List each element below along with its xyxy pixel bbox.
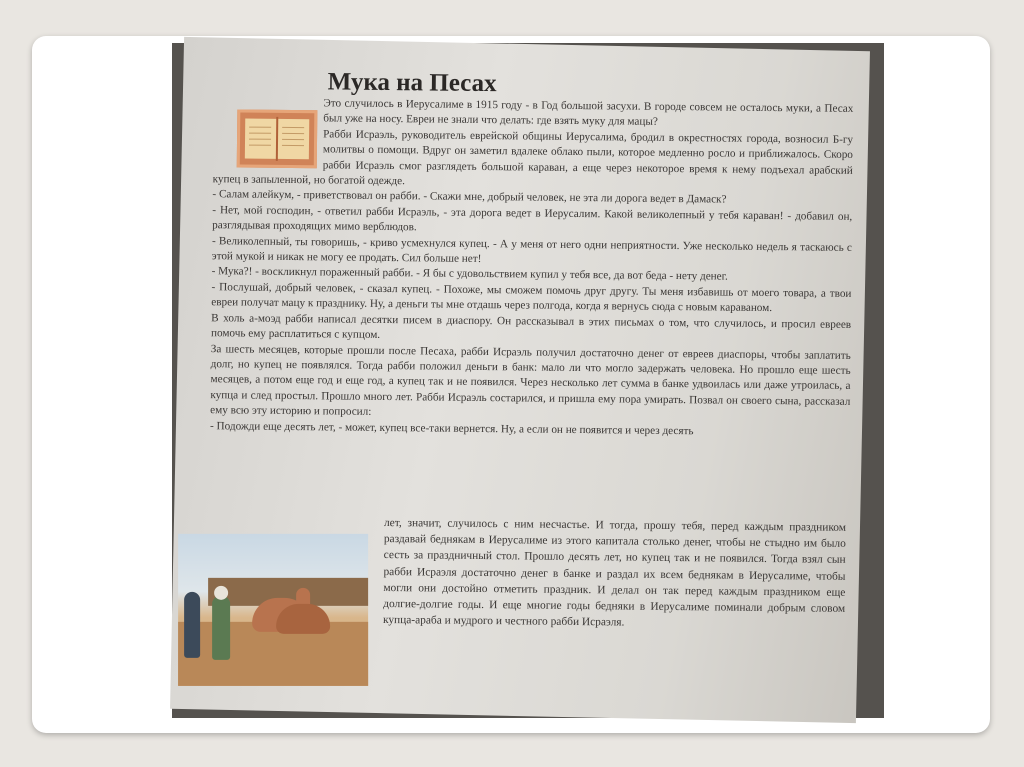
- book-page-photo: [170, 37, 870, 723]
- closing-paragraph: лет, значит, случилось с ним несчастье. И тогда, прошу тебя, перед каждым праздником раздавай беднякам в Иерусалиме из этого капитала столько денег, чтобы не стыдно им было сесть за праздничный стол. Прошло десять лет, но купец так и не появился. Тогда взял сын рабби Исраэля достаточно денег в банке и раздал их всем беднякам в Иерусалиме, чтобы могли они достойно отметить праздник. И делал он так перед каждым праздником еще долгие-долгие годы. И еще многие годы бедняки в Иерусалиме поминали добрым словом купца-араба и мудрого и честного рабби Исраэля.: [382, 517, 847, 629]
- paragraph-3: - Салам алейкум, - приветствовал он рабби. - Скажи мне, добрый человек, не эта ли дорога ведет в Дамаск?: [212, 188, 727, 207]
- paragraph-10: - Подожди еще десять лет, - может, купец все-таки вернется. Ну, а если он не появится и через десять: [209, 419, 694, 437]
- paragraph-6: - Мука?! - воскликнул пораженный рабби. - Я бы с удовольствием купил у тебя все, да вот беда - нету денег.: [211, 265, 728, 284]
- paragraph-9: За шесть месяцев, которые прошли после Песаха, рабби Исраэль получил достаточно денег от евреев диаспоры, чтобы заплатить долг, но купец не появлялся. Тогда рабби положил деньги в банк: мало ли что могло задержать человека. Но прошло еще шесть месяцев, а потом еще год и еще год, а купец так и не появился. Через несколько лет сумма в банке удвоилась или даже утроилась, а купца и след простыл. Прошло много лет. Рабби Исраэль состарился, и пришла ему пора умирать. Позвал он своего сына, рассказал ему всю эту историю и попросил:: [210, 342, 851, 418]
- paragraph-5: - Великолепный, ты говоришь, - криво усмехнулся купец. - А у меня от него одни неприятности. Уже несколько недель я таскаюсь с этой мукой и никак не могу ее продать. Сил больше нет!: [211, 234, 853, 266]
- person-shape: [214, 586, 228, 600]
- article: [177, 37, 870, 716]
- paragraph-1: Это случилось в Иерусалиме в 1915 году - в Год большой засухи. В городе совсем не осталось муки, а Песах был уже на носу. Евреи не знали что делать: где взять муку для мацы?: [323, 97, 854, 129]
- paragraph-2: Рабби Исраэль, руководитель еврейской общины Иерусалима, бродил в окрестностях города, возносил Б-гу молитвы о помощи. Вдруг он заметил вдалеке облако пыли, которое медленно росло и приближалось. Скоро рабби Исраэль смог разглядеть большой караван, а еще через некоторое время к нему подъехал арабский купец в запыленной, но богатой одежде.: [212, 128, 854, 188]
- article-closing: [383, 515, 846, 633]
- person-shape: [212, 596, 230, 660]
- open-book-icon: [237, 109, 318, 168]
- paragraph-8: В холь а-моэд рабби написал десятки писем в диаспору. Он рассказывал в этих письмах о том, что случилось, и просил евреев помочь ему расплатиться с купцом.: [210, 311, 852, 342]
- paragraph-4: - Нет, мой господин, - ответил рабби Исраэль, - эта дорога ведет в Иерусалим. Какой великолепный у тебя караван! - добавил он, разглядывая проходящих мимо верблюдов.: [212, 204, 853, 234]
- camel-shape: [276, 604, 330, 634]
- article-title: Мука на Песах: [327, 68, 497, 98]
- person-shape: [184, 592, 200, 658]
- paragraph-7: - Послушай, добрый человек, - сказал купец. - Похоже, мы сможем помочь друг другу. Ты меня избавишь от моего товара, а твои евреи получат мацу к празднику. Ну, а деньги ты мне отдашь через полгода, когда я вернусь сюда с новым караваном.: [211, 281, 852, 315]
- caravan-illustration: [178, 534, 368, 686]
